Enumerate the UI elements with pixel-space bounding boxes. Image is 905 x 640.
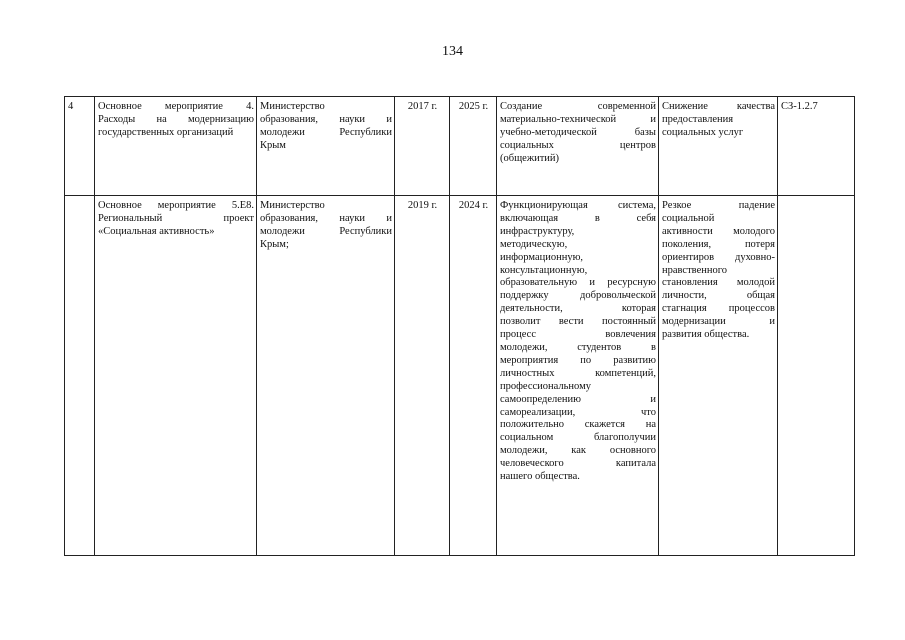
cell-line: Крым [260, 139, 286, 151]
cell-line: (общежитий) [500, 152, 560, 164]
cell-line: социальной [662, 212, 715, 224]
cell-line: Министерство [260, 101, 325, 112]
cell-event [95, 97, 257, 196]
cell-executor [257, 196, 395, 556]
cell-line: положительно скажется на [500, 419, 656, 431]
cell-line: «Социальная активность» [98, 225, 215, 237]
cell-line: процесс вовлечения [500, 329, 656, 341]
cell-line: активности молодого [662, 225, 775, 237]
cell-line: методическую, [500, 238, 568, 250]
cell-line: ориентиров духовно- [662, 251, 775, 263]
cell-line: образования, науки и [260, 212, 392, 224]
cell-executor [257, 97, 395, 196]
page-number: 134 [442, 44, 463, 59]
cell-line: информационную, [500, 251, 584, 263]
cell-line: мероприятия по развитию [500, 354, 656, 366]
cell-result [497, 196, 659, 556]
cell-line: развития общества. [662, 329, 750, 341]
cell-line: молодежи, студентов в [500, 341, 656, 353]
cell-line: нравственного [662, 264, 728, 276]
cell-line: поддержку добровольческой [500, 290, 656, 302]
cell-consequence [659, 97, 778, 196]
cell-code: СЗ-1.2.7 [778, 97, 855, 196]
cell-line: Создание современной [500, 101, 656, 112]
table-row [65, 196, 855, 556]
cell-line: образовательную и ресурсную [500, 277, 656, 289]
cell-line: стагнация процессов [662, 303, 775, 315]
cell-number: 4 [65, 97, 95, 196]
cell-line: образования, науки и [260, 113, 392, 125]
cell-line: социальных услуг [662, 126, 744, 138]
cell-line: социальных центров [500, 139, 656, 151]
cell-line: Крым; [260, 238, 289, 250]
cell-line: деятельности, которая [500, 303, 656, 315]
cell-consequence [659, 196, 778, 556]
cell-line: личности, общая [662, 290, 775, 302]
cell-line: человеческого капитала [500, 458, 656, 470]
cell-line: самореализации, что [500, 406, 656, 418]
cell-event [95, 196, 257, 556]
cell-number [65, 196, 95, 556]
cell-line: Основное мероприятие 5.Е8. [98, 200, 254, 211]
cell-result [497, 97, 659, 196]
cell-line: становления молодой [662, 277, 775, 289]
cell-code [778, 196, 855, 556]
cell-line: молодежи, как основного [500, 445, 656, 457]
cell-end-year: 2025 г. [450, 97, 497, 196]
cell-line: социальном благополучии [500, 432, 656, 444]
cell-line: Расходы на модернизацию [98, 113, 254, 125]
cell-line: Функционирующая система, [500, 200, 656, 211]
cell-line: включающая в себя [500, 212, 656, 224]
cell-line: Основное мероприятие 4. [98, 101, 254, 112]
cell-line: модернизации и [662, 316, 775, 328]
cell-line: инфраструктуру, [500, 225, 575, 237]
cell-line: государственных организаций [98, 126, 234, 138]
cell-line: нашего общества. [500, 471, 580, 483]
cell-line: Региональный проект [98, 212, 254, 224]
cell-line: Снижение качества [662, 101, 775, 112]
cell-line: личностных компетенций, [500, 367, 656, 379]
cell-line: консультационную, [500, 264, 588, 276]
program-table [64, 96, 855, 556]
cell-line: самоопределению и [500, 393, 656, 405]
cell-line: предоставления [662, 113, 734, 125]
cell-start-year: 2017 г. [395, 97, 450, 196]
cell-line: учебно-методической базы [500, 126, 656, 138]
cell-start-year: 2019 г. [395, 196, 450, 556]
cell-line: Министерство [260, 200, 325, 211]
cell-line: молодежи Республики [260, 126, 392, 138]
cell-line: поколения, потеря [662, 238, 775, 250]
cell-end-year: 2024 г. [450, 196, 497, 556]
cell-line: молодежи Республики [260, 225, 392, 237]
table-row [65, 97, 855, 196]
cell-line: Резкое падение [662, 200, 775, 211]
cell-line: позволит вести постоянный [500, 316, 656, 328]
cell-line: материально-технической и [500, 113, 656, 125]
cell-line: профессиональному [500, 380, 591, 392]
